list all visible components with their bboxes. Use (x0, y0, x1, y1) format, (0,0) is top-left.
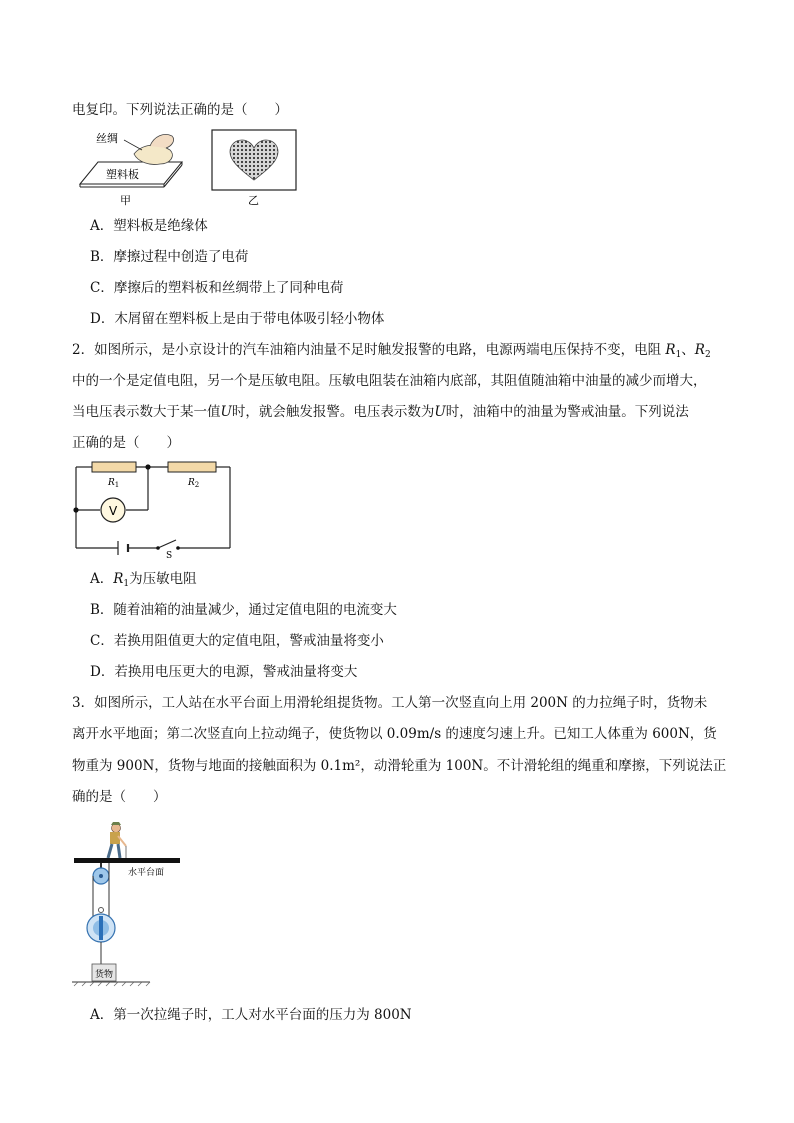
q3-stem-line-2: 离开水平地面；第二次竖直向上拉动绳子，使货物以 0.09m/s 的速度匀速上升。已知工人体重为 600N，货 (72, 726, 717, 742)
resistor-r2 (168, 462, 216, 472)
label-s: S (166, 551, 173, 558)
caption-yi: 乙 (248, 194, 259, 207)
label-silk: 丝绸 (96, 132, 118, 145)
q2-circuit-figure (72, 458, 242, 558)
q2-stem-line-4: 正确的是（ ） (72, 435, 180, 451)
caption-jia: 甲 (120, 194, 131, 207)
resistor-r1 (92, 462, 136, 472)
q3-stem-line-1: 3．如图所示，工人站在水平台面上用滑轮组提货物。工人第一次竖直向上用 200N 的力拉绳子时，货物未 (72, 695, 708, 711)
q2-stem-line-1: 2．如图所示，是小京设计的汽车油箱内油量不足时触发报警的电路，电源两端电压保持不变，电阻 $R_1$、$R_2$ (72, 342, 711, 360)
q1-figure (72, 124, 302, 210)
label-plastic-board: 塑料板 (106, 168, 139, 181)
q1-option-d: D．木屑留在塑料板上是由于带电体吸引轻小物体 (90, 311, 385, 327)
q2-option-d: D．若换用电压更大的电源，警戒油量将变大 (90, 664, 358, 680)
label-r1: $R_1$ (108, 478, 120, 489)
q2-option-c: C．若换用阻值更大的定值电阻，警戒油量将变小 (90, 633, 384, 649)
q3-stem-line-3: 物重为 900N，货物与地面的接触面积为 0.1m²，动滑轮重为 100N。不计滑轮组的绳重和摩擦，下列说法正 (72, 758, 727, 774)
q2-stem-line-3: 当电压表示数大于某一值U时，就会触发报警。电压表示数为U时，油箱中的油量为警戒油量。下列说法 (72, 404, 689, 420)
q3-option-a: A．第一次拉绳子时，工人对水平台面的压力为 800N (90, 1007, 412, 1023)
q3-pulley-figure (72, 816, 202, 992)
label-platform: 水平台面 (128, 868, 165, 878)
q1-option-a: A．塑料板是绝缘体 (90, 218, 208, 234)
label-r2: $R_2$ (188, 478, 200, 489)
q2-stem-line-2: 中的一个是定值电阻，另一个是压敏电阻。压敏电阻装在油箱内底部，其阻值随油箱中油量的减少而增大， (72, 373, 707, 389)
label-v: V (109, 504, 118, 518)
hand-shape (150, 134, 174, 148)
q2-option-a: A．$R_1$为压敏电阻 (90, 571, 197, 589)
q1-option-c: C．摩擦后的塑料板和丝绸带上了同种电荷 (90, 280, 344, 296)
worker-figure (108, 822, 126, 858)
label-cargo: 货物 (95, 970, 114, 980)
q1-stem: 电复印。下列说法正确的是（ ） (72, 102, 288, 118)
q3-stem-line-4: 确的是（ ） (72, 789, 167, 805)
q1-option-b: B．摩擦过程中创造了电荷 (90, 249, 249, 265)
q2-option-b: B．随着油箱的油量减少，通过定值电阻的电流变大 (90, 602, 397, 618)
platform-plate (74, 858, 180, 863)
